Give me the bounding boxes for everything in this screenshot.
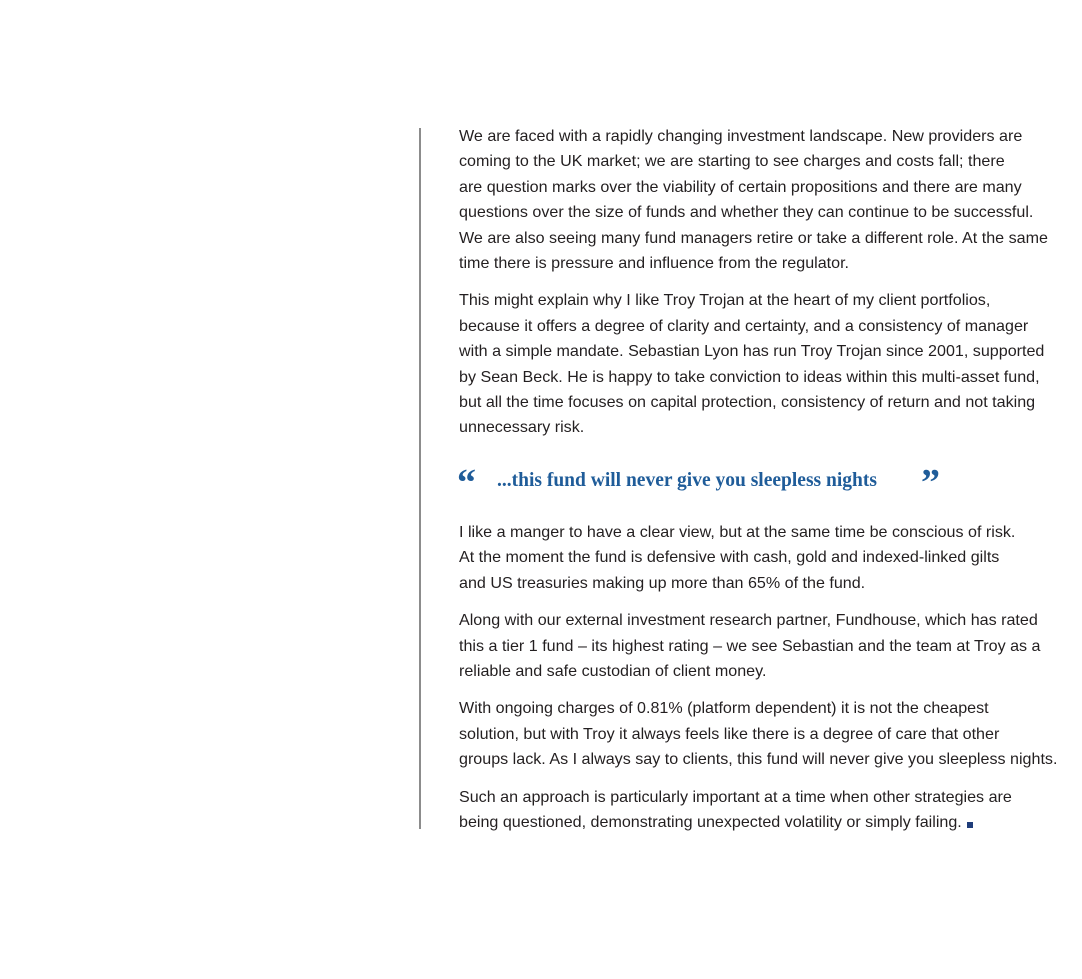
text-line: questions over the size of funds and whether they can continue to be successful.: [459, 203, 1034, 222]
close-quote-mark: ”: [921, 461, 940, 504]
text-line: I like a manger to have a clear view, but at the same time be conscious of risk.: [459, 522, 1016, 541]
open-quote-mark: “: [457, 461, 476, 504]
paragraph-ongoing-charges: [459, 696, 1059, 772]
article-column: [459, 124, 1059, 835]
text-line: because it offers a degree of clarity and certainty, and a consistency of manager: [459, 316, 1029, 335]
vertical-divider-rule: [419, 128, 421, 829]
text-line: this a tier 1 fund – its highest rating – we see Sebastian and the team at Troy as a: [459, 636, 1041, 655]
text-line: This might explain why I like Troy Trojan at the heart of my client portfolios,: [459, 291, 991, 310]
text-line: by Sean Beck. He is happy to take conviction to ideas within this multi-asset fund,: [459, 367, 1040, 386]
text-line: with a simple mandate. Sebastian Lyon has run Troy Trojan since 2001, supported: [459, 342, 1045, 361]
text-line: Along with our external investment research partner, Fundhouse, which has rated: [459, 611, 1038, 630]
paragraph-spacer: [459, 684, 1059, 696]
text-line: coming to the UK market; we are starting to see charges and costs fall; there: [459, 152, 1005, 171]
paragraph-landscape: [459, 124, 1059, 276]
pull-quote: [457, 461, 1059, 504]
text-line: We are also seeing many fund managers retire or take a different role. At the same: [459, 228, 1048, 247]
text-line: and US treasuries making up more than 65% of the fund.: [459, 573, 866, 592]
text-line: At the moment the fund is defensive with cash, gold and indexed-linked gilts: [459, 548, 1000, 567]
text-line: are question marks over the viability of certain propositions and there are many: [459, 177, 1022, 196]
pull-quote-text: ...this fund will never give you sleepless nights: [497, 469, 877, 491]
paragraph-approach: [459, 785, 1059, 836]
paragraph-clear-view: [459, 520, 1059, 596]
text-line: but all the time focuses on capital protection, consistency of return and not taking: [459, 393, 1036, 412]
text-line: [459, 810, 1059, 835]
paragraph-spacer: [459, 773, 1059, 785]
text-line: reliable and safe custodian of client money.: [459, 661, 767, 680]
text-line-content: being questioned, demonstrating unexpected volatility or simply failing.: [459, 812, 962, 831]
text-line: With ongoing charges of 0.81% (platform dependent) it is not the cheapest: [459, 699, 989, 718]
text-line: groups lack. As I always say to clients, this fund will never give you sleepless nights.: [459, 750, 1058, 769]
text-line: time there is pressure and influence from the regulator.: [459, 254, 850, 273]
paragraph-fundhouse: [459, 608, 1059, 684]
text-line: Such an approach is particularly important at a time when other strategies are: [459, 787, 1012, 806]
paragraph-spacer: [459, 596, 1059, 608]
text-line: We are faced with a rapidly changing investment landscape. New providers are: [459, 127, 1023, 145]
paragraph-spacer: [459, 276, 1059, 288]
end-of-article-square-icon: [967, 822, 973, 828]
text-line: unnecessary risk.: [459, 418, 585, 437]
text-line: solution, but with Troy it always feels like there is a degree of care that other: [459, 724, 1000, 743]
paragraph-troy-trojan: [459, 288, 1059, 440]
